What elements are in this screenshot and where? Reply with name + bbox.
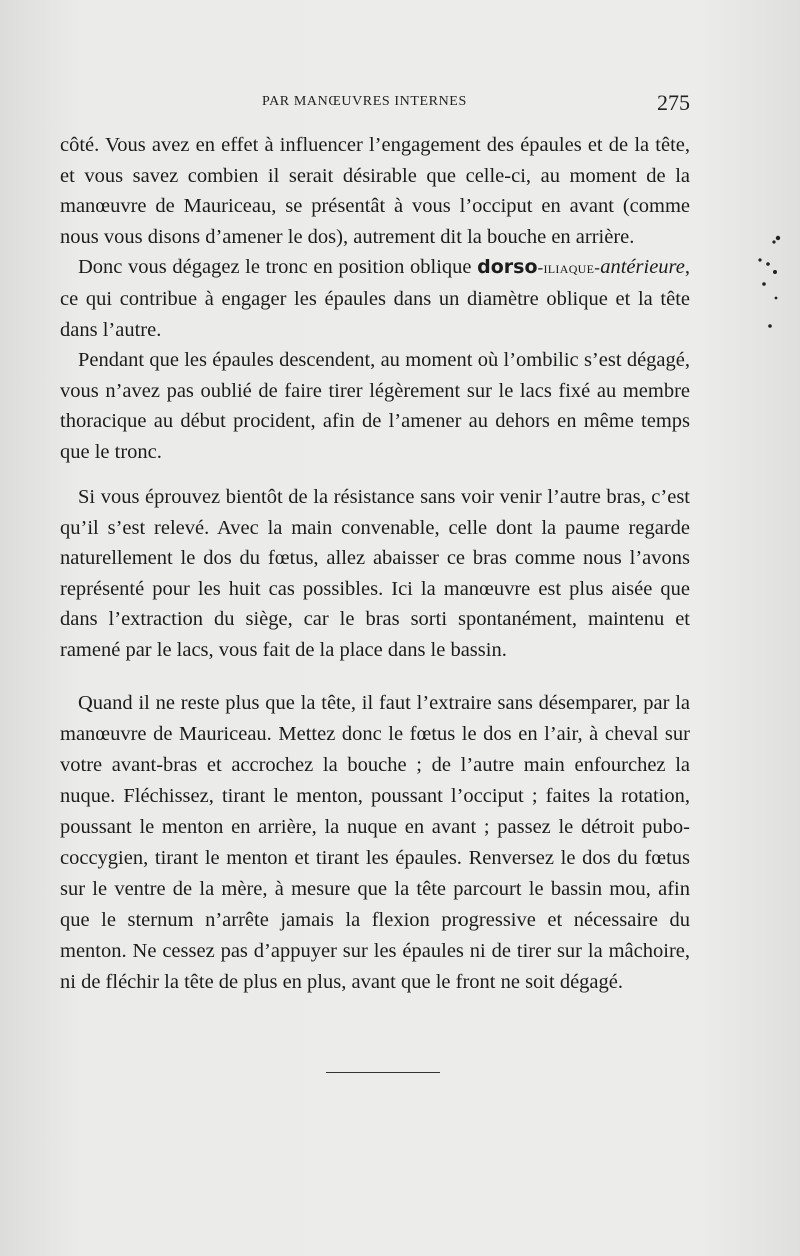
running-header — [60, 90, 690, 122]
page-number: 275 — [657, 90, 690, 115]
text-block-1 — [60, 130, 690, 468]
paragraph-1-text: côté. Vous avez en effet à influencer l’engagement des épaules et de la tête, et vous savez combien il serait désirable que celle-ci, au moment de la manœuvre de Mauriceau, se présentât à vous l’occiput en avant (comme nous vous disons d’amener le dos), autrement dit la bouche en arrière. — [60, 134, 690, 248]
paragraph-5-text: Quand il ne reste plus que la tête, il faut l’extraire sans désemparer, par la manœuvre de Mauriceau. Mettez donc le fœtus le dos en l’air, à cheval sur votre avant-bras et accrochez la bouche ; de l’autre main enfourchez la nuque. Fléchissez, tirant le menton, poussant l’occiput ; faites la rotation, poussant le menton en arrière, la nuque en avant ; passez le détroit pubo-coccygien, tirant le menton et tirant les épaules. Renversez le dos du fœtus sur le ventre de la mère, à mesure que la tête parcourt le bassin mou, afin que le sternum n’arrête jamais la flexion progressive et nécessaire du menton. Ne cessez pas d’appuyer sur les épaules ni de tirer sur la mâchoire, ni de fléchir la tête de plus en plus, avant que le front ne soit dégagé. — [60, 692, 690, 993]
term-dorso: dorso — [477, 256, 538, 279]
term-anterieure: antérieure — [600, 256, 685, 279]
paragraph-3 — [60, 345, 690, 467]
paragraph-3-text: Pendant que les épaules descendent, au moment où l’ombilic s’est dégagé, vous n’avez pas oublié de faire tirer légèrement sur le lacs fixé au membre thoracique au début procident, afin de l’amener au dehors en même temps que le tronc. — [60, 349, 690, 463]
term-iliaque: -iliaque- — [537, 258, 601, 278]
section-end-rule — [326, 1072, 440, 1073]
margin-ink-specks — [730, 220, 790, 340]
paragraph-4-text: Si vous éprouvez bientôt de la résistance sans voir venir l’autre bras, c’est qu’il s’est relevé. Avec la main convenable, celle dont la paume regarde naturellement le dos du fœtus, allez abaisser ce bras comme nous l’avons représenté pour les huit cas possibles. Ici la manœuvre est plus aisée que dans l’extraction du siège, car le bras sorti spontanément, maintenu et ramené par le lacs, vous fait de la place dans le bassin. — [60, 486, 690, 661]
running-title: PAR MANŒUVRES INTERNES — [262, 94, 467, 109]
paragraph-4 — [60, 482, 690, 666]
paragraph-1 — [60, 130, 690, 252]
text-block-3 — [60, 688, 690, 998]
paragraph-2-text-end: , ce qui contribue à engager les épaules dans un diamètre oblique et la tête dans l’autre. — [60, 256, 690, 341]
text-block-2 — [60, 482, 690, 666]
paragraph-2 — [60, 252, 690, 345]
paragraph-5 — [60, 688, 690, 998]
paragraph-2-text-start: Donc vous dégagez le tronc en position oblique — [78, 256, 478, 279]
